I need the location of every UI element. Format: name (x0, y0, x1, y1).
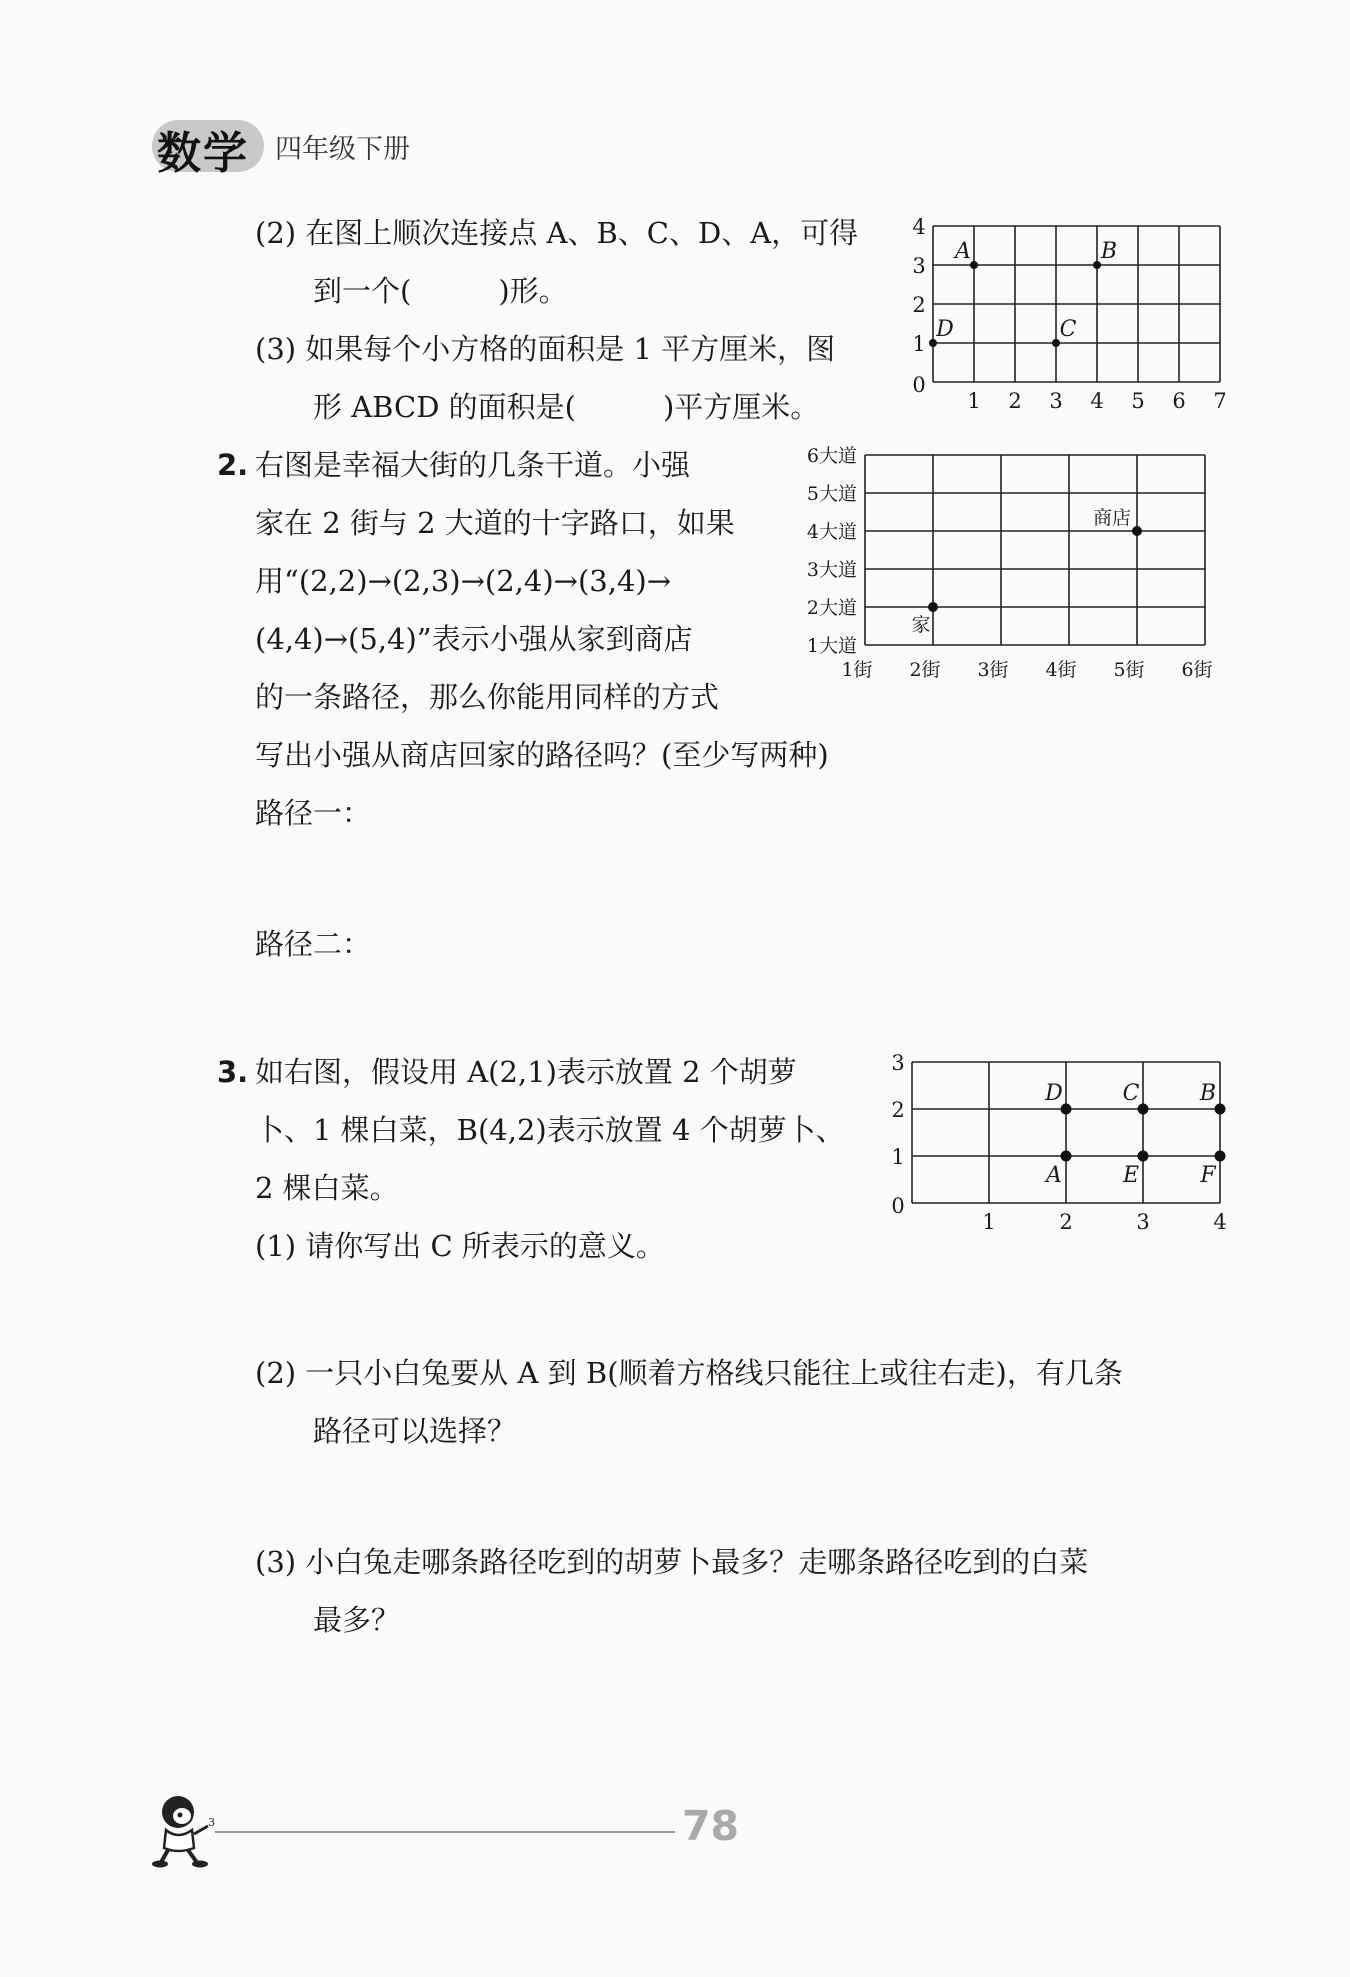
q3-origin-label: 0 (891, 1194, 905, 1218)
q2-number: 2. (217, 448, 249, 482)
q2-avenue-label: 3大道 (806, 559, 857, 581)
q3-x-tick-label: 3 (1136, 1210, 1150, 1234)
q3-point-label-b: B (1199, 1081, 1217, 1106)
q2-path1-label: 路径一： (255, 796, 372, 830)
q3-line-1: 如右图，假设用 A(2,1)表示放置 2 个胡萝 (255, 1055, 797, 1089)
q1-x-tick-label: 5 (1131, 389, 1145, 413)
home-marker (928, 602, 938, 612)
home-label: 家 (911, 614, 931, 636)
q1-coordinate-grid (905, 212, 1245, 417)
q3-x-tick-label: 1 (982, 1210, 996, 1234)
q2-street-label: 2街 (909, 659, 941, 681)
q3-point-label-a: A (1046, 1163, 1062, 1188)
shop-marker (1132, 526, 1142, 536)
q2-line-4: (4,4)→(5,4)”表示小强从家到商店 (255, 622, 693, 656)
subject-title: 数学 (157, 128, 249, 179)
q3-part3-line1: (3) 小白兔走哪条路径吃到的胡萝卜最多？走哪条路径吃到的白菜 (255, 1545, 1089, 1579)
grade-subtitle: 四年级下册 (275, 134, 410, 165)
q3-y-tick-label: 1 (891, 1145, 905, 1169)
q3-line-2: 卜、1 棵白菜，B(4,2)表示放置 4 个胡萝卜、 (255, 1113, 845, 1147)
q3-y-tick-label: 3 (891, 1051, 905, 1075)
q1-point-a (970, 261, 978, 269)
q2-path2-label: 路径二： (255, 927, 372, 961)
q2-line-6: 写出小强从商店回家的路径吗？(至少写两种) (255, 738, 829, 772)
q1-point-label-b: B (1100, 239, 1118, 264)
q2-avenue-label: 6大道 (806, 445, 857, 467)
q2-line-5: 的一条路径，那么你能用同样的方式 (255, 680, 720, 714)
q1-point-label-a: A (955, 239, 971, 264)
q1-part3-line1: (3) 如果每个小方格的面积是 1 平方厘米，图 (255, 332, 836, 366)
q3-coordinate-grid (880, 1050, 1230, 1235)
q1-x-tick-label: 2 (1008, 389, 1022, 413)
q1-point-b (1093, 261, 1101, 269)
q3-part2-line1: (2) 一只小白兔要从 A 到 B(顺着方格线只能往上或往右走)，有几条 (255, 1356, 1123, 1390)
q2-street-label: 5街 (1113, 659, 1145, 681)
q1-y-tick-label: 4 (912, 215, 926, 239)
q1-part2-line2: 到一个( )形。 (313, 274, 568, 308)
q3-part1: (1) 请你写出 C 所表示的意义。 (255, 1229, 665, 1263)
q1-origin-label: 0 (912, 373, 926, 397)
q3-point-label-f: F (1200, 1163, 1216, 1188)
q2-street-label: 3街 (977, 659, 1009, 681)
q2-line-1: 右图是幸福大街的几条干道。小强 (255, 448, 691, 482)
q3-point-label-c: C (1122, 1081, 1140, 1106)
page-number: 78 (682, 1802, 740, 1850)
q1-x-tick-label: 6 (1172, 389, 1186, 413)
q1-x-tick-label: 7 (1213, 389, 1227, 413)
q1-point-label-d: D (936, 317, 954, 342)
q1-y-tick-label: 2 (912, 293, 926, 317)
q2-avenue-label: 1大道 (806, 635, 857, 657)
q2-line-2: 家在 2 街与 2 大道的十字路口，如果 (255, 506, 735, 540)
q3-point-a (1061, 1151, 1072, 1162)
q1-x-tick-label: 3 (1049, 389, 1063, 413)
q1-x-tick-label: 4 (1090, 389, 1104, 413)
q3-line-3: 2 棵白菜。 (255, 1171, 399, 1205)
q3-point-b (1215, 1104, 1226, 1115)
mascot-icon (148, 1790, 220, 1868)
q1-part2-line1: (2) 在图上顺次连接点 A、B、C、D、A，可得 (255, 216, 859, 250)
q3-x-tick-label: 4 (1213, 1210, 1227, 1234)
shop-label: 商店 (1092, 507, 1132, 529)
svg-text:3: 3 (208, 1816, 215, 1829)
q3-y-tick-label: 2 (891, 1098, 905, 1122)
q3-part3-line2: 最多？ (313, 1603, 401, 1637)
q3-point-e (1138, 1151, 1149, 1162)
q3-number: 3. (217, 1055, 249, 1089)
q3-x-tick-label: 2 (1059, 1210, 1073, 1234)
q3-point-label-d: D (1045, 1081, 1063, 1106)
q2-avenue-label: 5大道 (806, 483, 857, 505)
q2-street-label: 6街 (1181, 659, 1213, 681)
q2-street-map (795, 445, 1235, 690)
q2-street-label: 1街 (841, 659, 873, 681)
q1-point-label-c: C (1059, 317, 1077, 342)
q3-point-label-e: E (1122, 1163, 1140, 1188)
footer-rule (215, 1831, 675, 1833)
q1-y-tick-label: 1 (912, 332, 926, 356)
q3-part2-line2: 路径可以选择？ (313, 1414, 517, 1448)
q2-avenue-label: 2大道 (806, 597, 857, 619)
q3-point-f (1215, 1151, 1226, 1162)
q1-x-tick-label: 1 (967, 389, 981, 413)
q2-avenue-label: 4大道 (806, 521, 857, 543)
q1-y-tick-label: 3 (912, 254, 926, 278)
q1-part3-line2: 形 ABCD 的面积是( )平方厘米。 (313, 390, 820, 424)
q2-street-label: 4街 (1045, 659, 1077, 681)
q2-line-3: 用“(2,2)→(2,3)→(2,4)→(3,4)→ (255, 564, 672, 598)
